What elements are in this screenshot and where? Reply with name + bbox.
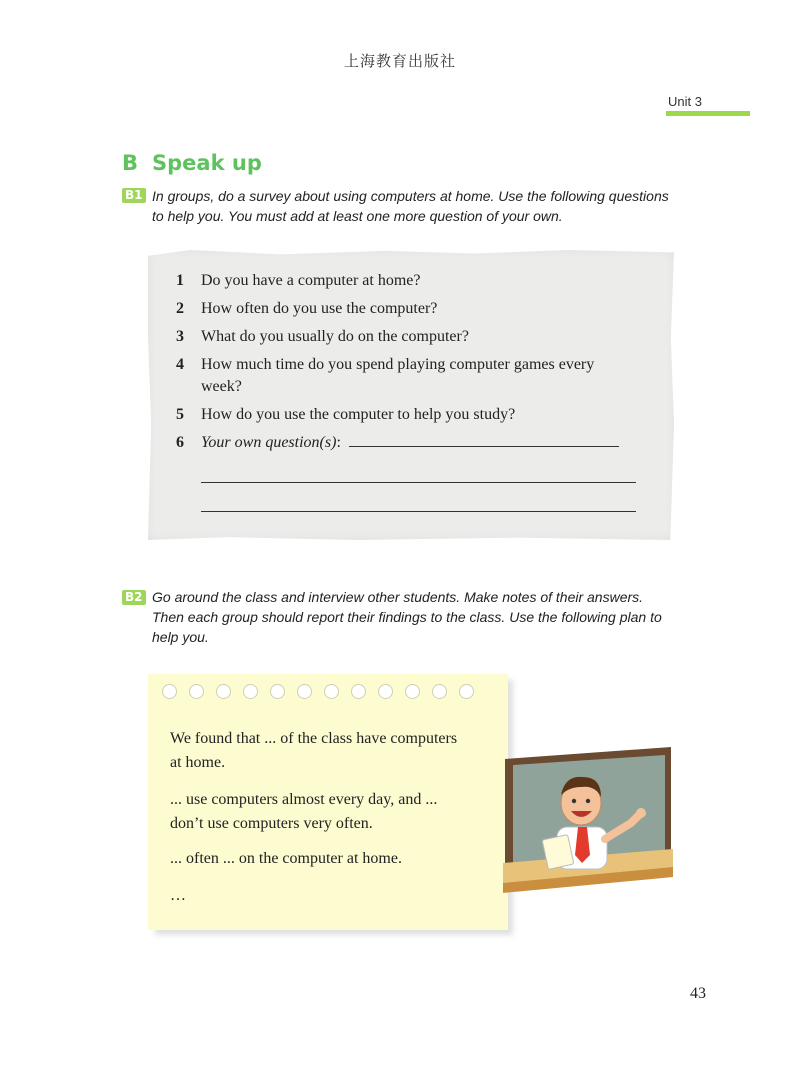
- binding-hole: [378, 684, 393, 699]
- question-item: [176, 298, 646, 320]
- question-number: 6: [176, 434, 184, 451]
- plan-item: [170, 884, 490, 908]
- plan-item: [170, 727, 490, 775]
- answer-blank-line[interactable]: [349, 432, 619, 447]
- question-number: 5: [176, 406, 184, 423]
- binding-hole: [162, 684, 177, 699]
- b2-instruction-line: help you.: [152, 629, 209, 645]
- plan-line: ... use computers almost every day, and ...: [170, 791, 438, 808]
- b2-instruction-line: Then each group should report their findings to the class. Use the following plan to: [152, 609, 662, 625]
- plan-line: …: [170, 887, 186, 904]
- binding-hole: [459, 684, 474, 699]
- notepad-binding-holes: [162, 684, 492, 700]
- b2-instructions: [152, 587, 692, 647]
- own-question-label: Your own question(s): [201, 434, 337, 451]
- question-text: Do you have a computer at home?: [201, 272, 421, 289]
- section-title: Speak up: [152, 151, 262, 175]
- binding-hole: [324, 684, 339, 699]
- publisher-name: 上海教育出版社: [343, 52, 456, 70]
- question-item: [176, 404, 646, 426]
- question-item: [176, 354, 646, 398]
- question-text-continued: week?: [201, 378, 242, 395]
- binding-hole: [189, 684, 204, 699]
- b1-instruction-line: to help you. You must add at least one more question of your own.: [152, 208, 563, 224]
- plan-line: We found that ... of the class have computers: [170, 730, 458, 747]
- section-letter: B: [122, 151, 139, 175]
- plan-item: [170, 788, 490, 836]
- plan-item: [170, 847, 490, 871]
- binding-hole: [351, 684, 366, 699]
- question-number: 4: [176, 356, 184, 373]
- unit-label: Unit 3: [668, 94, 702, 109]
- binding-hole: [270, 684, 285, 699]
- binding-hole: [297, 684, 312, 699]
- question-item: [176, 432, 646, 454]
- b2-instruction-line: Go around the class and interview other students. Make notes of their answers.: [152, 589, 644, 605]
- plan-line: ... often ... on the computer at home.: [170, 850, 402, 867]
- binding-hole: [432, 684, 447, 699]
- unit-accent-bar: [666, 111, 750, 116]
- plan-line: don’t use computers very often.: [170, 815, 373, 832]
- student-presenting-illustration: [503, 745, 673, 895]
- b1-instructions: [152, 186, 692, 226]
- plan-line: at home.: [170, 754, 226, 771]
- binding-hole: [243, 684, 258, 699]
- question-item: [176, 326, 646, 348]
- page-number: 43: [690, 985, 706, 1002]
- b1-badge: B1: [122, 188, 146, 203]
- question-text: How often do you use the computer?: [201, 300, 438, 317]
- binding-hole: [216, 684, 231, 699]
- survey-question-list: [176, 270, 646, 460]
- answer-blank-line[interactable]: [201, 511, 636, 512]
- question-text: What do you usually do on the computer?: [201, 328, 469, 345]
- own-question-colon: :: [336, 434, 341, 451]
- question-item: [176, 270, 646, 292]
- question-number: 2: [176, 300, 184, 317]
- question-number: 3: [176, 328, 184, 345]
- binding-hole: [405, 684, 420, 699]
- section-heading: [122, 151, 262, 175]
- b1-instruction-line: In groups, do a survey about using computers at home. Use the following questions: [152, 188, 669, 204]
- b2-badge: B2: [122, 590, 146, 605]
- question-number: 1: [176, 272, 184, 289]
- question-text: How much time do you spend playing computer games every: [201, 356, 595, 373]
- question-text: How do you use the computer to help you study?: [201, 406, 516, 423]
- answer-blank-line[interactable]: [201, 482, 636, 483]
